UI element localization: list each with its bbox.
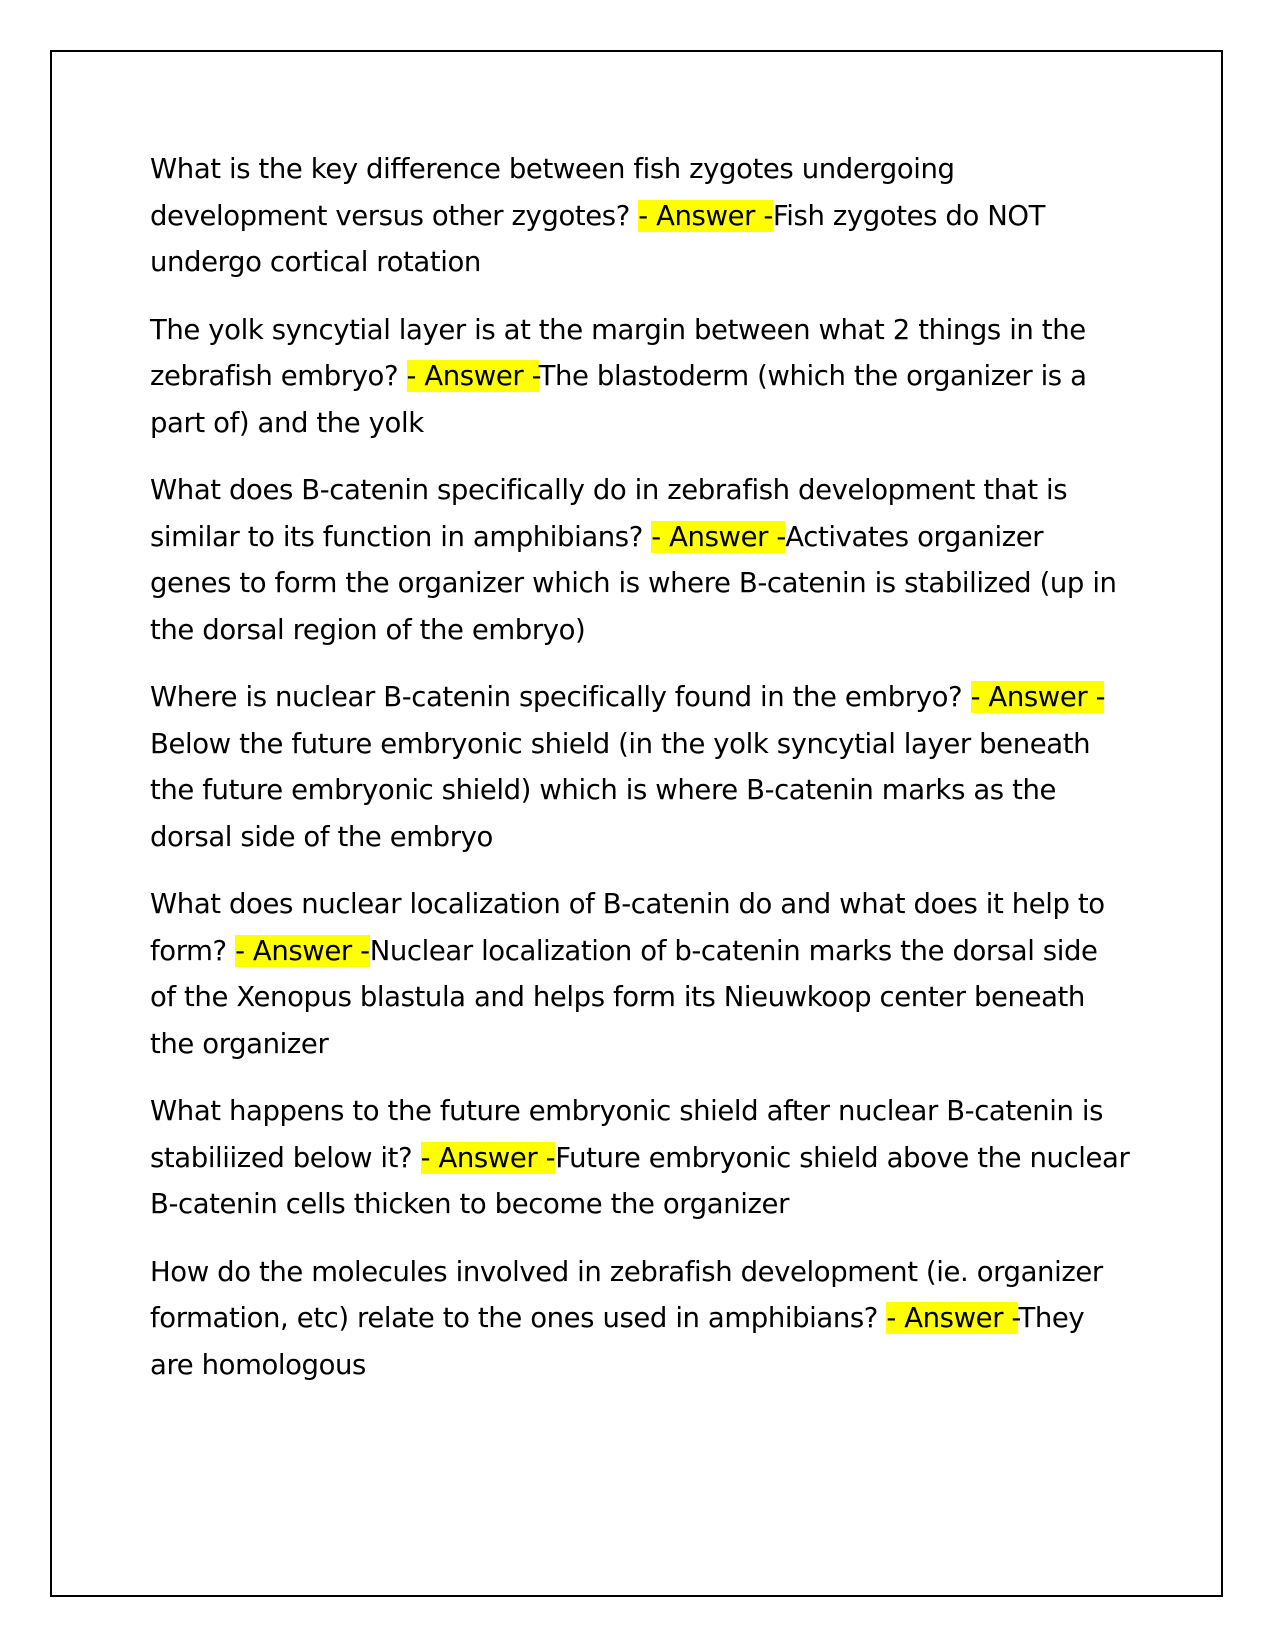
answer-text: Future embryonic shield above the nuclear B-catenin cells thicken to become the organizer	[150, 1141, 1130, 1220]
qa-item	[150, 881, 1130, 1067]
qa-item	[150, 674, 1130, 860]
qa-item	[150, 1249, 1130, 1389]
answer-text: They are homologous	[150, 1302, 1085, 1381]
question-text: What happens to the future embryonic shield after nuclear B-catenin is stabiliized below it?	[150, 1095, 1104, 1174]
answer-marker: - Answer -	[970, 681, 1105, 713]
answer-text: Nuclear localization of b-catenin marks the dorsal side of the Xenopus blastula and helps form its Nieuwkoop center beneath the organizer	[150, 934, 1098, 1060]
question-text: What does nuclear localization of B-catenin do and what does it help to form?	[150, 888, 1105, 967]
qa-item	[150, 1088, 1130, 1228]
answer-marker: - Answer -	[886, 1302, 1019, 1334]
qa-item	[150, 146, 1130, 286]
question-text: Where is nuclear B-catenin specifically found in the embryo?	[150, 681, 971, 713]
qa-item	[150, 467, 1130, 653]
question-text: What is the key difference between fish zygotes undergoing development versus other zygotes?	[150, 153, 955, 232]
answer-marker: - Answer -	[651, 520, 786, 553]
answer-text: Activates organizer genes to form the organizer which is where B-catenin is stabilized (up in the dorsal region of the embryo)	[150, 520, 1117, 646]
answer-marker: - Answer -	[235, 934, 370, 967]
question-text: The yolk syncytial layer is at the margin between what 2 things in the zebrafish embryo?	[150, 313, 1086, 392]
question-text: What does B-catenin specifically do in zebrafish development that is similar to its function in amphibians?	[150, 474, 1068, 553]
qa-item	[150, 307, 1130, 447]
answer-text: Below the future embryonic shield (in the yolk syncytial layer beneath the future embryonic shield) which is where B-catenin marks as the dorsal side of the embryo	[150, 727, 1091, 853]
answer-text: Fish zygotes do NOT undergo cortical rotation	[150, 199, 1046, 278]
answer-marker: - Answer -	[420, 1141, 556, 1174]
qa-list	[150, 146, 1130, 1409]
answer-text: The blastoderm (which the organizer is a part of) and the yolk	[150, 360, 1087, 439]
answer-marker: - Answer -	[406, 360, 539, 392]
answer-marker: - Answer -	[638, 199, 773, 232]
question-text: How do the molecules involved in zebrafish development (ie. organizer formation, etc) relate to the ones used in amphibians?	[150, 1255, 1103, 1334]
